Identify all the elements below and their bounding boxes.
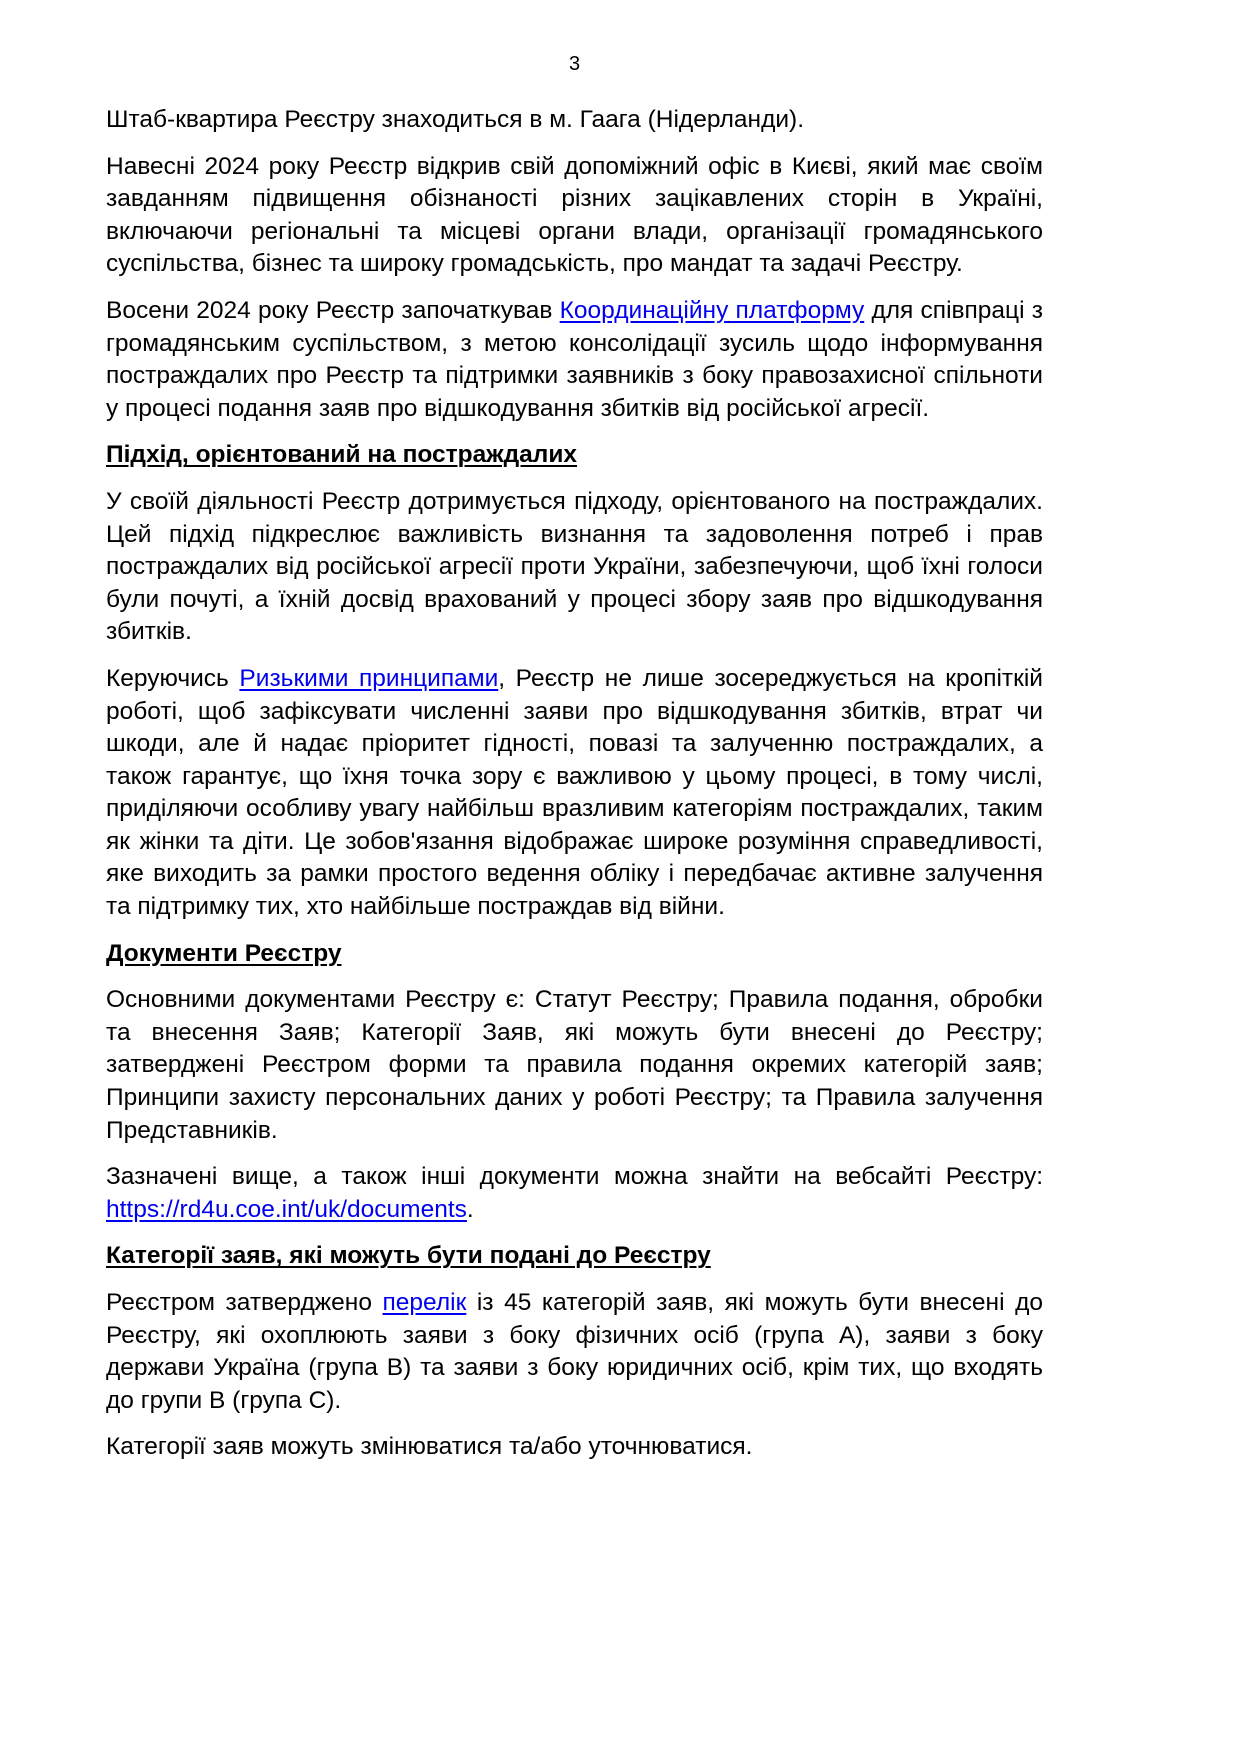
categories-list-link[interactable]: перелік <box>382 1289 467 1316</box>
paragraph-categories-change: Категорії заяв можуть змінюватися та/або уточнюватися. <box>106 1433 753 1461</box>
paragraph-main-documents: Основними документами Реєстру є: Статут Реєстру; Правила подання, обробки та внесення Заяв; Категорії Заяв, які можуть бути внесені до Реєстру; затверджені Реєстром форми та правила подання окремих категорій заяв; Принципи захисту персональних даних у роботі Реєстру; та Правила залучення Представників. <box>106 986 1043 1144</box>
heading-categories: Категорії заяв, які можуть бути подані до Реєстру <box>106 1242 711 1270</box>
text-segment: . <box>466 1195 474 1223</box>
documents-url-link[interactable]: https://rd4u.coe.int/uk/documents <box>106 1195 467 1223</box>
paragraph-categories-list <box>106 1287 1043 1417</box>
paragraph-headquarters: Штаб-квартира Реєстру знаходиться в м. Гаага (Нідерланди). <box>106 106 805 133</box>
heading-victim-centered: Підхід, орієнтований на постраждалих <box>106 441 578 469</box>
riga-principles-link[interactable]: Ризькими принципами <box>239 664 499 692</box>
paragraph-kyiv-office: Навесні 2024 року Реєстр відкрив свій допоміжний офіс в Києві, який має своїм завданням підвищення обізнаності різних зацікавлених сторін в Україні, включаючи регіональні та місцеві органи влади, організації громадянського суспільства, бізнес та широку громадськість, про мандат та задачі Реєстру. <box>106 152 1043 278</box>
text-segment: для співпраці з громадянським суспільством, з метою консолідації зусиль щодо інформування постраждалих про Реєстр та підтримки заявників з боку правозахисної спільноти у процесі подання заяв про відшкодування збитків від російської агресії. <box>106 296 1043 422</box>
text-segment: Керуючись <box>106 664 240 692</box>
text-segment: Зазначені вище, а також інші документи можна знайти на вебсайті Реєстру: <box>106 1163 1043 1191</box>
coordination-platform-link[interactable]: Координаційну платформу <box>559 296 865 324</box>
heading-documents: Документи Реєстру <box>106 939 342 967</box>
text-segment: Восени 2024 року Реєстр започаткував <box>106 296 560 324</box>
text-segment: , Реєстр не лише зосереджується на кропіткій роботі, щоб зафіксувати численні заяви про відшкодування збитків, втрат чи шкоди, але й надає пріоритет гідності, повазі та залученню постраждалих, а також гарантує, що їхня точка зору є важливою у цьому процесі, в тому числі, приділяючи особливу увагу найбільш вразливим категоріям постраждалих, таким як жінки та діти. Це зобов'язання відображає широке розуміння справедливості, яке виходить за рамки простого ведення обліку і передбачає активне залучення та підтримку тих, хто найбільше постраждав від війни. <box>106 664 1043 921</box>
page-content <box>106 104 1043 1478</box>
paragraph-documents-website <box>106 1161 1043 1226</box>
paragraph-riga-principles <box>106 663 1043 924</box>
paragraph-coordination-platform <box>106 295 1043 425</box>
text-segment: із 45 категорій заяв, які можуть бути внесені до Реєстру, які охоплюють заяви з боку фізичних осіб (група A), заяви з боку держави Україна (група B) та заяви з боку юридичних осіб, крім тих, що входять до групи B (група C). <box>106 1289 1043 1414</box>
page-number: 3 <box>568 53 581 75</box>
paragraph-victim-approach: У своїй діяльності Реєстр дотримується підходу, орієнтованого на постраждалих. Цей підхід підкреслює важливість визнання та задоволення потреб і прав постраждалих від російської агресії проти України, забезпечуючи, щоб їхні голоси були почуті, а їхній досвід врахований у процесі збору заяв про відшкодування збитків. <box>106 487 1043 646</box>
text-segment: Реєстром затверджено <box>106 1289 383 1316</box>
